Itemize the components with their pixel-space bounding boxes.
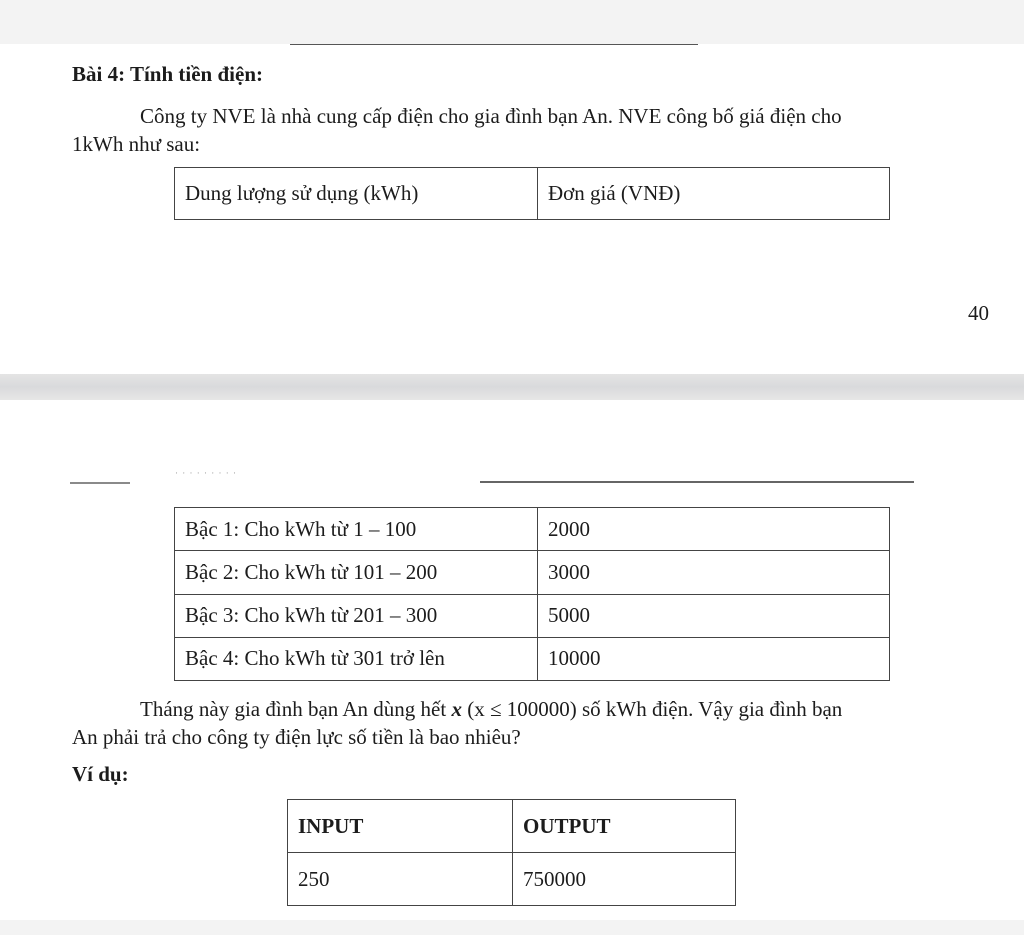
tier-cell: Bậc 3: Cho kWh từ 201 – 300 (175, 594, 538, 637)
intro-line-2: 1kWh như sau: (72, 132, 201, 156)
price-cell: 10000 (538, 637, 890, 680)
document-page-1 (0, 44, 1024, 374)
question-text-end: (x ≤ 100000) số kWh điện. Vậy gia đình bạn (461, 697, 843, 721)
scan-mark (70, 482, 130, 484)
variable-x: x (451, 697, 462, 721)
scan-mark: · · · · · · · · · (175, 468, 237, 478)
example-label: Ví dụ: (72, 762, 129, 786)
question-text-start: Tháng này gia đình bạn An dùng hết (140, 697, 452, 721)
price-cell: 3000 (538, 551, 890, 594)
header-cell-price: Đơn giá (VNĐ) (538, 168, 890, 220)
example-table (287, 799, 736, 906)
document-page-2 (0, 400, 1024, 920)
output-value: 750000 (513, 853, 736, 906)
table-row (175, 551, 890, 594)
price-cell: 2000 (538, 508, 890, 551)
table-row (288, 800, 736, 853)
table-row (175, 637, 890, 680)
input-header: INPUT (288, 800, 513, 853)
table-row (288, 853, 736, 906)
intro-line-1: Công ty NVE là nhà cung cấp điện cho gia đình bạn An. NVE công bố giá điện cho (140, 104, 842, 128)
question-line-2: An phải trả cho công ty điện lực số tiền là bao nhiêu? (72, 725, 521, 749)
tier-cell: Bậc 4: Cho kWh từ 301 trở lên (175, 637, 538, 680)
question-line-1 (140, 695, 842, 723)
tier-cell: Bậc 1: Cho kWh từ 1 – 100 (175, 508, 538, 551)
page-number: 40 (968, 301, 989, 325)
header-rule (480, 481, 914, 483)
table-row (175, 594, 890, 637)
output-header: OUTPUT (513, 800, 736, 853)
task-title: Bài 4: Tính tiền điện: (72, 62, 263, 86)
top-rule (290, 44, 698, 45)
price-tier-table (174, 507, 890, 681)
tier-cell: Bậc 2: Cho kWh từ 101 – 200 (175, 551, 538, 594)
table-row (175, 508, 890, 551)
price-cell: 5000 (538, 594, 890, 637)
header-cell-usage: Dung lượng sử dụng (kWh) (175, 168, 538, 220)
price-header-table (174, 167, 890, 220)
input-value: 250 (288, 853, 513, 906)
page-separator (0, 374, 1024, 400)
table-row (175, 168, 890, 220)
